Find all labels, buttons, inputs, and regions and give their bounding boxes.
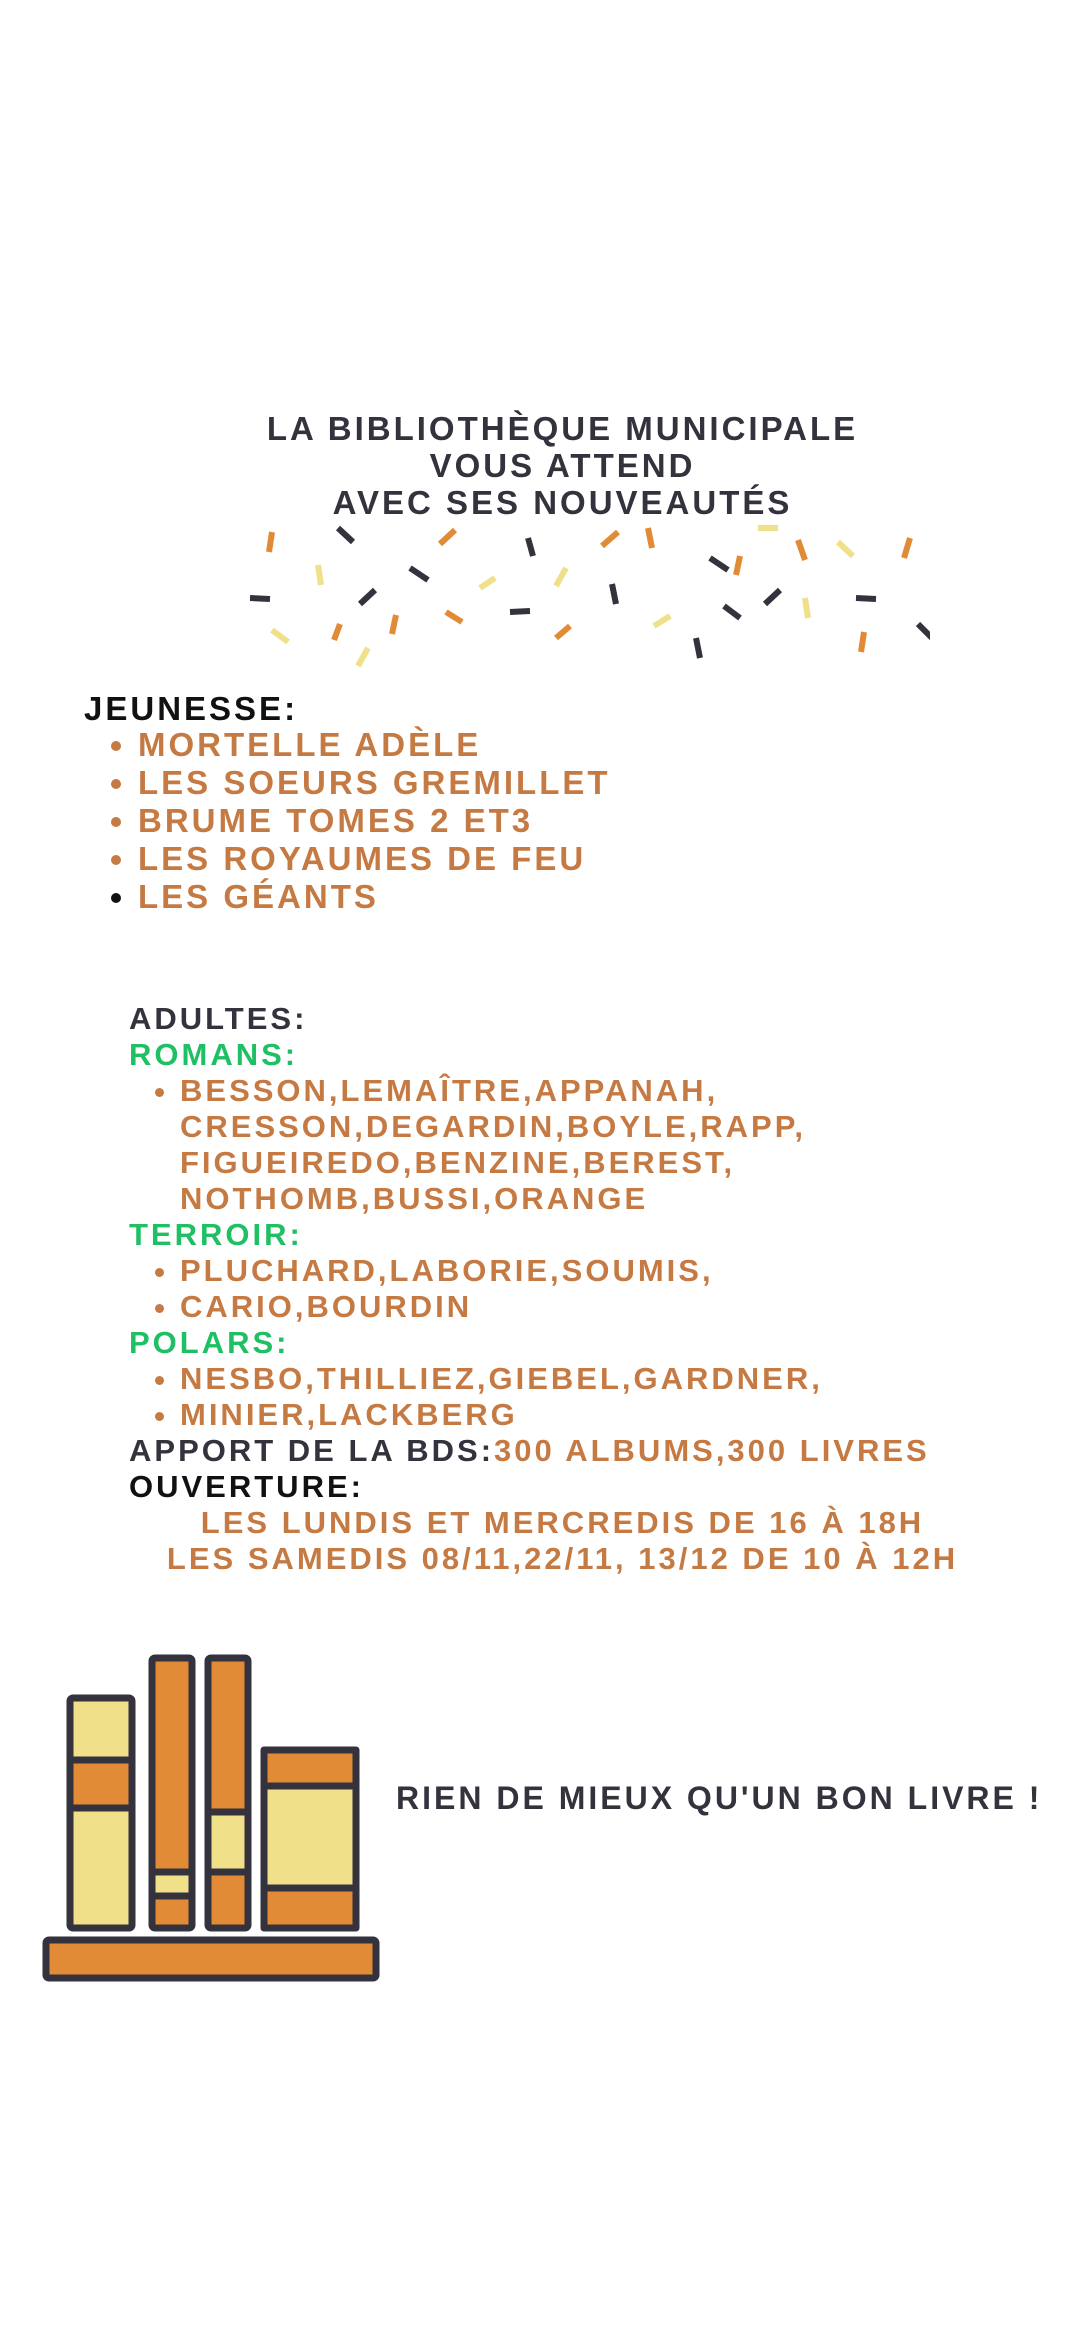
terroir-list <box>130 1253 714 1325</box>
title-line-2: VOUS ATTEND <box>429 447 696 484</box>
confetti-decoration-icon <box>250 520 930 680</box>
apport-value: 300 ALBUMS,300 LIVRES <box>494 1433 930 1468</box>
list-item <box>180 1073 806 1217</box>
list-item: • PLUCHARD,LABORIE,SOUMIS, <box>180 1253 714 1289</box>
tagline: RIEN DE MIEUX QU'UN BON LIVRE ! <box>396 1780 1043 1816</box>
apport-line <box>129 1433 930 1469</box>
list-item: • MINIER,LACKBERG <box>180 1397 823 1433</box>
adultes-label: ADULTES: <box>129 1001 308 1036</box>
list-item: • LES ROYAUMES DE FEU <box>138 840 611 878</box>
list-item: • NESBO,THILLIEZ,GIEBEL,GARDNER, <box>180 1361 823 1397</box>
title-line-3: AVEC SES NOUVEAUTÉS <box>332 484 793 521</box>
list-item: • LES GÉANTS <box>138 878 611 916</box>
list-item: • MORTELLE ADÈLE <box>138 726 611 764</box>
romans-line-3: FIGUEIREDO,BENZINE,BEREST, <box>180 1145 736 1180</box>
list-item: • LES SOEURS GREMILLET <box>138 764 611 802</box>
romans-list <box>130 1073 806 1217</box>
list-item: • CARIO,BOURDIN <box>180 1289 714 1325</box>
polars-label: POLARS: <box>129 1325 290 1360</box>
ouverture-line-2: LES SAMEDIS 08/11,22/11, 13/12 DE 10 À 12H <box>166 1541 959 1576</box>
ouverture-label: OUVERTURE: <box>129 1469 364 1504</box>
page-title <box>0 410 1080 521</box>
romans-line-1: BESSON,LEMAÎTRE,APPANAH, <box>180 1073 719 1108</box>
jeunesse-label: JEUNESSE: <box>84 690 299 727</box>
romans-label: ROMANS: <box>129 1037 299 1072</box>
jeunesse-list <box>92 726 611 916</box>
books-on-shelf-illustration-icon <box>40 1650 380 1985</box>
title-line-1: LA BIBLIOTHÈQUE MUNICIPALE <box>266 410 859 447</box>
list-item: • BRUME TOMES 2 ET3 <box>138 802 611 840</box>
terroir-label: TERROIR: <box>129 1217 303 1252</box>
ouverture-line-1: LES LUNDIS ET MERCREDIS DE 16 À 18H <box>200 1505 925 1540</box>
apport-label: APPORT DE LA BDS: <box>129 1433 495 1468</box>
romans-line-4: NOTHOMB,BUSSI,ORANGE <box>180 1181 649 1216</box>
romans-line-2: CRESSON,DEGARDIN,BOYLE,RAPP, <box>180 1109 807 1144</box>
polars-list <box>130 1361 823 1433</box>
